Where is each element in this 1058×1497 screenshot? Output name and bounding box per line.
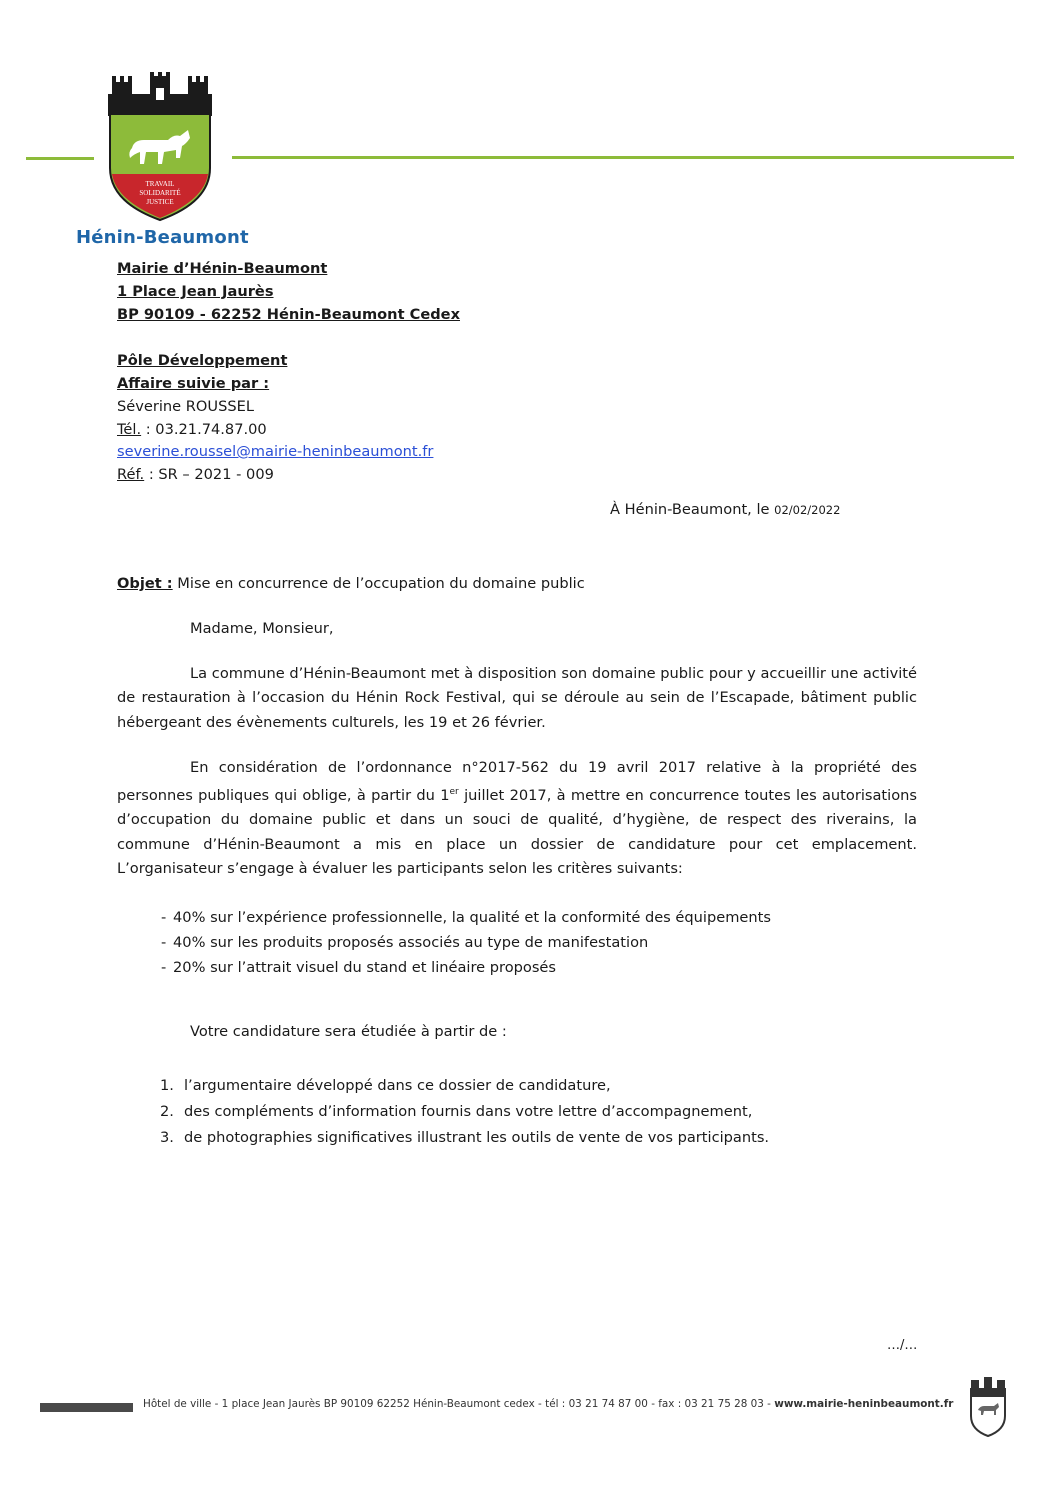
subject-text: Mise en concurrence de l’occupation du domaine public <box>172 575 585 592</box>
study-intro: Votre candidature sera étudiée à partir de : <box>190 1023 507 1040</box>
continuation-mark: …/… <box>887 1338 918 1353</box>
sender-line-1: Mairie d’Hénin-Beaumont <box>117 260 328 277</box>
subject-line <box>117 575 585 592</box>
list-item: - 20% sur l’attrait visuel du stand et linéaire proposés <box>161 959 557 976</box>
crest-motto-line1: TRAVAIL <box>145 180 175 188</box>
header-rule-left <box>26 157 94 160</box>
paragraph-2-text-b: juillet 2017, à mettre en concurrence toutes les autorisations d’occupation du domaine public et dans un souci de qualité, d’hygiène, de respect des riverains, la commune d’Hénin-Beaumont a mis en place un dossier de candidature pour cet emplacement. L’organisateur s’engage à évaluer les participants selon les critères suivants: <box>117 787 917 878</box>
footer-address <box>143 1398 953 1410</box>
header-rule-right <box>232 156 1014 159</box>
study-item-3-number: 3. <box>160 1129 174 1146</box>
salutation: Madame, Monsieur, <box>190 620 334 637</box>
footer-crest-icon <box>968 1376 1008 1438</box>
criteria-item-1: 40% sur l’expérience professionnelle, la qualité et la conformité des équipements <box>173 909 771 926</box>
sender-line-3: BP 90109 - 62252 Hénin-Beaumont Cedex <box>117 306 460 323</box>
ref-value: : SR – 2021 - 009 <box>144 466 274 483</box>
paragraph-1-text: La commune d’Hénin-Beaumont met à disposition son domaine public pour y accueillir une activité de restauration à l’occasion du Hénin Rock Festival, qui se déroule au sein de l’Escapade, bâtiment public hébergeant des évènements culturels, les 19 et 26 février. <box>117 665 917 731</box>
subject-label: Objet : <box>117 575 173 592</box>
tel-value: : 03.21.74.87.00 <box>141 421 267 438</box>
study-item-3-text: de photographies significatives illustrant les outils de vente de vos participants. <box>184 1129 770 1146</box>
town-name: Hénin-Beaumont <box>76 227 249 248</box>
department: Pôle Développement <box>117 352 288 369</box>
date-place: À Hénin-Beaumont, le <box>610 501 775 518</box>
study-item-1-text: l’argumentaire développé dans ce dossier de candidature, <box>184 1077 611 1094</box>
footer-bar <box>40 1403 133 1412</box>
footer-address-text: Hôtel de ville - 1 place Jean Jaurès BP 90109 62252 Hénin-Beaumont cedex - tél : 03 21 74 87 00 - fax : 03 21 75 28 03 - <box>143 1398 775 1410</box>
paragraph-1 <box>117 662 917 735</box>
contact-email-row <box>117 441 433 463</box>
paragraph-2-text-a: En considération de l’ordonnance n°2017-562 du 19 avril 2017 relative à la propriété des personnes publiques qui oblige, à partir du 1 <box>117 759 917 805</box>
study-item-2-text: des compléments d’information fournis dans votre lettre d’accompagnement, <box>184 1103 753 1120</box>
sender-line-2: 1 Place Jean Jaurès <box>117 283 274 300</box>
contact-email-link[interactable]: severine.roussel@mairie-heninbeaumont.fr <box>117 443 434 460</box>
criteria-item-2: 40% sur les produits proposés associés au type de manifestation <box>173 934 649 951</box>
date-line <box>610 501 840 518</box>
list-item <box>160 1073 769 1099</box>
crest-motto-line3: JUSTICE <box>146 198 174 206</box>
tel-label: Tél. <box>117 421 142 438</box>
study-item-2-number: 2. <box>160 1103 174 1120</box>
list-item <box>160 1125 769 1151</box>
contact-person: Séverine ROUSSEL <box>117 398 254 415</box>
crest-motto-line2: SOLIDARITÉ <box>139 189 181 197</box>
criteria-item-3: 20% sur l’attrait visuel du stand et linéaire proposés <box>173 959 557 976</box>
city-crest-logo <box>104 72 216 222</box>
list-item: - 40% sur les produits proposés associés au type de manifestation <box>161 934 649 951</box>
paragraph-2 <box>117 756 917 881</box>
paragraph-2-sup: er <box>449 787 459 798</box>
letter-date: 02/02/2022 <box>774 503 841 517</box>
contact-phone <box>117 419 267 441</box>
study-item-1-number: 1. <box>160 1077 174 1094</box>
criteria-list <box>161 905 771 980</box>
list-item <box>160 1099 769 1125</box>
reference <box>117 464 274 486</box>
followed-by-label: Affaire suivie par : <box>117 375 270 392</box>
ref-label: Réf. <box>117 466 145 483</box>
list-item: - 40% sur l’expérience professionnelle, la qualité et la conformité des équipements <box>161 909 771 926</box>
study-list <box>160 1073 769 1151</box>
footer-website-link[interactable]: www.mairie-heninbeaumont.fr <box>774 1398 954 1410</box>
